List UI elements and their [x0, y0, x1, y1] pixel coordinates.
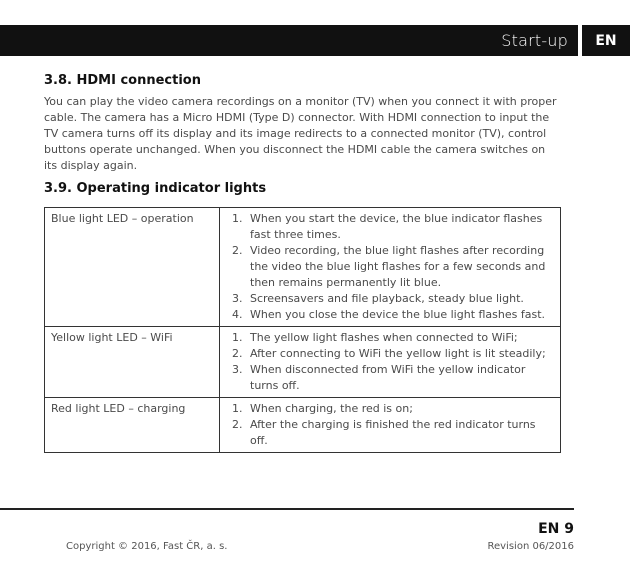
- row-label: Yellow light LED – WiFi: [45, 327, 220, 398]
- row-label: Red light LED – charging: [45, 398, 220, 453]
- item-list: [226, 401, 554, 449]
- table-row: [45, 398, 561, 453]
- hdmi-paragraph: You can play the video camera recordings on a monitor (TV) when you connect it with proper cable. The camera has a Micro HDMI (Type D) connector. With HDMI connection to input the TV camera turns off its display and its image redirects to a connected monitor (TV), control buttons operate unchanged. When you disconnect the HDMI cable the camera switches on its display again.: [44, 95, 557, 172]
- footer-divider: [0, 508, 574, 510]
- row-description: [220, 327, 561, 398]
- language-tab: EN: [582, 25, 630, 56]
- list-item: 3. When disconnected from WiFi the yellow indicator turns off.: [246, 362, 554, 394]
- page-number: EN 9: [538, 521, 574, 537]
- copyright-text: Copyright © 2016, Fast ČR, a. s.: [66, 541, 228, 552]
- table-row: [45, 327, 561, 398]
- row-description: [220, 398, 561, 453]
- section-heading-hdmi: 3.8. HDMI connection: [44, 73, 201, 88]
- row-label: Blue light LED – operation: [45, 208, 220, 327]
- row-description: [220, 208, 561, 327]
- item-list: [226, 211, 554, 323]
- header-title: Start-up: [501, 31, 568, 50]
- list-item: 3. Screensavers and file playback, steady blue light.: [246, 291, 554, 307]
- list-item: 2. After the charging is finished the red indicator turns off.: [246, 417, 554, 449]
- table-row: [45, 208, 561, 327]
- item-list: [226, 330, 554, 394]
- list-item: 1. The yellow light flashes when connected to WiFi;: [246, 330, 554, 346]
- list-item: 2. After connecting to WiFi the yellow light is lit steadily;: [246, 346, 554, 362]
- list-item: 4. When you close the device the blue light flashes fast.: [246, 307, 554, 323]
- section-heading-indicators: 3.9. Operating indicator lights: [44, 181, 267, 196]
- header-bar: [0, 25, 578, 56]
- list-item: 1. When you start the device, the blue indicator flashes fast three times.: [246, 211, 554, 243]
- list-item: 2. Video recording, the blue light flashes after recording the video the blue light flashes for a few seconds and then remains permanently lit blue.: [246, 243, 554, 291]
- revision-text: Revision 06/2016: [487, 541, 574, 552]
- list-item: 1. When charging, the red is on;: [246, 401, 554, 417]
- indicator-table: [44, 207, 561, 453]
